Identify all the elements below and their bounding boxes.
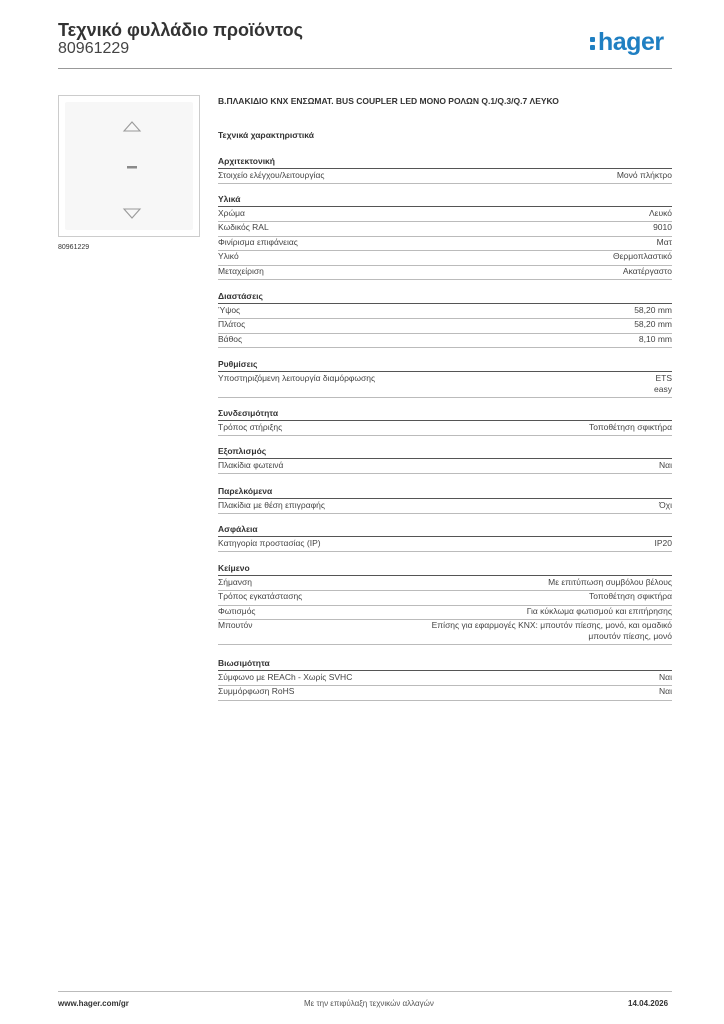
- spec-value-line: Για κύκλωμα φωτισμού και επιτήρησης: [526, 605, 672, 616]
- section-title: Ρυθμίσεις: [218, 359, 258, 369]
- spec-value: [527, 606, 672, 617]
- row-divider: [218, 435, 672, 436]
- product-image-caption: 80961229: [58, 244, 90, 251]
- specs-heading: Τεχνικά χαρακτηριστικά: [218, 130, 314, 140]
- section-title: Υλικά: [218, 194, 241, 204]
- section-divider: [218, 536, 672, 537]
- spec-label: Στοιχείο ελέγχου/λειτουργίας: [218, 170, 325, 180]
- spec-label: Χρώμα: [218, 208, 245, 218]
- spec-value-line: 8,10 mm: [638, 333, 672, 344]
- spec-label: Υλικό: [218, 251, 239, 262]
- spec-value: [659, 460, 672, 471]
- spec-value: [659, 672, 672, 683]
- row-divider: [218, 397, 672, 398]
- switch-plate: [65, 102, 193, 230]
- spec-value: [617, 170, 672, 181]
- section-title: Διαστάσεις: [218, 291, 263, 301]
- spec-label: Τρόπος στήριξης: [218, 422, 283, 432]
- spec-row: [218, 237, 672, 251]
- spec-row: [218, 334, 672, 348]
- spec-label: Πλακίδια με θέση επιγραφής: [218, 500, 325, 510]
- spec-row: [218, 591, 672, 605]
- spec-row: [218, 373, 672, 398]
- spec-value-line: ETS: [655, 373, 672, 383]
- section-title: Αρχιτεκτονική: [218, 156, 275, 166]
- spec-label: Μεταχείριση: [218, 265, 264, 276]
- spec-row: [218, 319, 672, 333]
- spec-label: Βάθος: [218, 333, 243, 344]
- section-divider: [218, 168, 672, 169]
- spec-value-line: Ναι: [659, 672, 672, 682]
- footer-divider: [58, 991, 672, 992]
- spec-row: [218, 208, 672, 222]
- section-title: Ασφάλεια: [218, 524, 258, 534]
- spec-row: [218, 500, 672, 514]
- product-name: Β.ΠΛΑΚΙΔΙΟ KNX ΕΝΣΩΜΑΤ. BUS COUPLER LED ΜΟΝΟ ΡΟΛΩΝ Q.1/Q.3/Q.7 ΛΕΥΚΟ: [218, 96, 559, 106]
- footer-url[interactable]: www.hager.com/gr: [58, 999, 129, 1008]
- arrow-down-icon: [124, 209, 140, 218]
- header-divider: [58, 68, 672, 69]
- spec-value: [653, 222, 672, 233]
- row-divider: [218, 551, 672, 552]
- section-divider: [218, 303, 672, 304]
- spec-row: [218, 672, 672, 686]
- spec-value-line: Ματ: [656, 236, 672, 247]
- section-title: Εξοπλισμός: [218, 446, 267, 456]
- spec-value-line: Τοποθέτηση σφικτήρα: [588, 422, 672, 432]
- spec-value: [654, 373, 672, 395]
- product-image: [58, 95, 200, 237]
- spec-value-line: 58,20 mm: [634, 319, 672, 330]
- spec-row: [218, 266, 672, 280]
- spec-value-line: IP20: [654, 538, 672, 548]
- arrow-up-icon: [124, 122, 140, 131]
- spec-value: [659, 500, 672, 511]
- spec-label: Μπουτόν: [218, 620, 253, 631]
- section-divider: [218, 458, 672, 459]
- spec-label: Σήμανση: [218, 577, 253, 587]
- spec-label: Πλακίδια φωτεινά: [218, 460, 284, 470]
- spec-label: Φωτισμός: [218, 605, 256, 616]
- spec-row: [218, 305, 672, 319]
- logo-dots-icon: [590, 34, 595, 52]
- spec-value: [589, 591, 672, 602]
- section-title: Βιωσιμότητα: [218, 658, 270, 668]
- spec-row: [218, 686, 672, 700]
- logo-text: hager: [598, 28, 664, 56]
- led-indicator-icon: [127, 166, 137, 169]
- spec-value: [657, 237, 672, 248]
- spec-value-line: Τοποθέτηση σφικτήρα: [588, 591, 672, 602]
- spec-label: Ύψος: [218, 305, 241, 315]
- spec-value-line: Ακατέργαστο: [622, 265, 672, 276]
- spec-value-line: Ναι: [659, 460, 672, 470]
- spec-value: [548, 577, 672, 588]
- document-title: Τεχνικό φυλλάδιο προϊόντος: [58, 20, 303, 40]
- spec-value: [432, 620, 672, 642]
- spec-value-line: Με επιτύπωση συμβόλου βέλους: [548, 577, 672, 587]
- section-divider: [218, 206, 672, 207]
- footer-note: Με την επιφύλαξη τεχνικών αλλαγών: [304, 999, 434, 1008]
- product-code: 80961229: [58, 40, 130, 57]
- row-divider: [218, 513, 672, 514]
- spec-row: [218, 460, 672, 474]
- row-divider: [218, 473, 672, 474]
- spec-value-line: 9010: [653, 222, 672, 233]
- spec-label: Φινίρισμα επιφάνειας: [218, 236, 298, 247]
- spec-value-line: Ναι: [659, 686, 672, 697]
- section-title: Συνδεσιμότητα: [218, 408, 279, 418]
- section-title: Παρελκόμενα: [218, 486, 273, 496]
- section-divider: [218, 371, 672, 372]
- spec-value: [589, 422, 672, 433]
- spec-row: [218, 606, 672, 620]
- spec-row: [218, 620, 672, 645]
- spec-value: [623, 266, 672, 277]
- spec-label: Κωδικός RAL: [218, 222, 269, 233]
- footer-date: 14.04.2026: [628, 999, 669, 1008]
- section-title: Κείμενο: [218, 563, 250, 573]
- spec-row: [218, 251, 672, 265]
- spec-value-line: μπουτόν πίεσης, μονό: [588, 631, 672, 642]
- spec-value-line: Λευκό: [649, 208, 672, 218]
- spec-row: [218, 538, 672, 552]
- spec-label: Πλάτος: [218, 319, 246, 330]
- spec-value: [659, 686, 672, 697]
- spec-row: [218, 170, 672, 184]
- spec-label: Τρόπος εγκατάστασης: [218, 591, 303, 602]
- spec-value-line: 58,20 mm: [634, 305, 672, 315]
- spec-value: [649, 208, 672, 219]
- spec-label: Κατηγορία προστασίας (IP): [218, 538, 321, 548]
- section-divider: [218, 575, 672, 576]
- spec-value: [634, 305, 672, 316]
- spec-value-line: Μονό πλήκτρο: [616, 170, 672, 180]
- spec-row: [218, 222, 672, 236]
- spec-value-line: Επίσης για εφαρμογές KNX: μπουτόν πίεσης, μονό, και ομαδικό: [431, 620, 672, 631]
- row-divider: [218, 700, 672, 701]
- section-divider: [218, 670, 672, 671]
- spec-value: [655, 538, 673, 549]
- spec-label: Σύμφωνο με REACh - Χωρίς SVHC: [218, 672, 353, 682]
- spec-value-line: Όχι: [659, 500, 672, 510]
- spec-label: Υποστηριζόμενη λειτουργία διαμόρφωσης: [218, 373, 376, 383]
- spec-value-line: easy: [654, 384, 672, 394]
- spec-value-line: Θερμοπλαστικό: [612, 251, 672, 262]
- row-divider: [218, 183, 672, 184]
- row-divider: [218, 644, 672, 645]
- spec-value: [634, 319, 672, 330]
- section-divider: [218, 420, 672, 421]
- spec-value: [639, 334, 672, 345]
- spec-row: [218, 422, 672, 436]
- row-divider: [218, 347, 672, 348]
- spec-value: [613, 251, 672, 262]
- hager-logo: [590, 28, 664, 57]
- row-divider: [218, 279, 672, 280]
- spec-label: Συμμόρφωση RoHS: [218, 686, 295, 697]
- section-divider: [218, 498, 672, 499]
- spec-row: [218, 577, 672, 591]
